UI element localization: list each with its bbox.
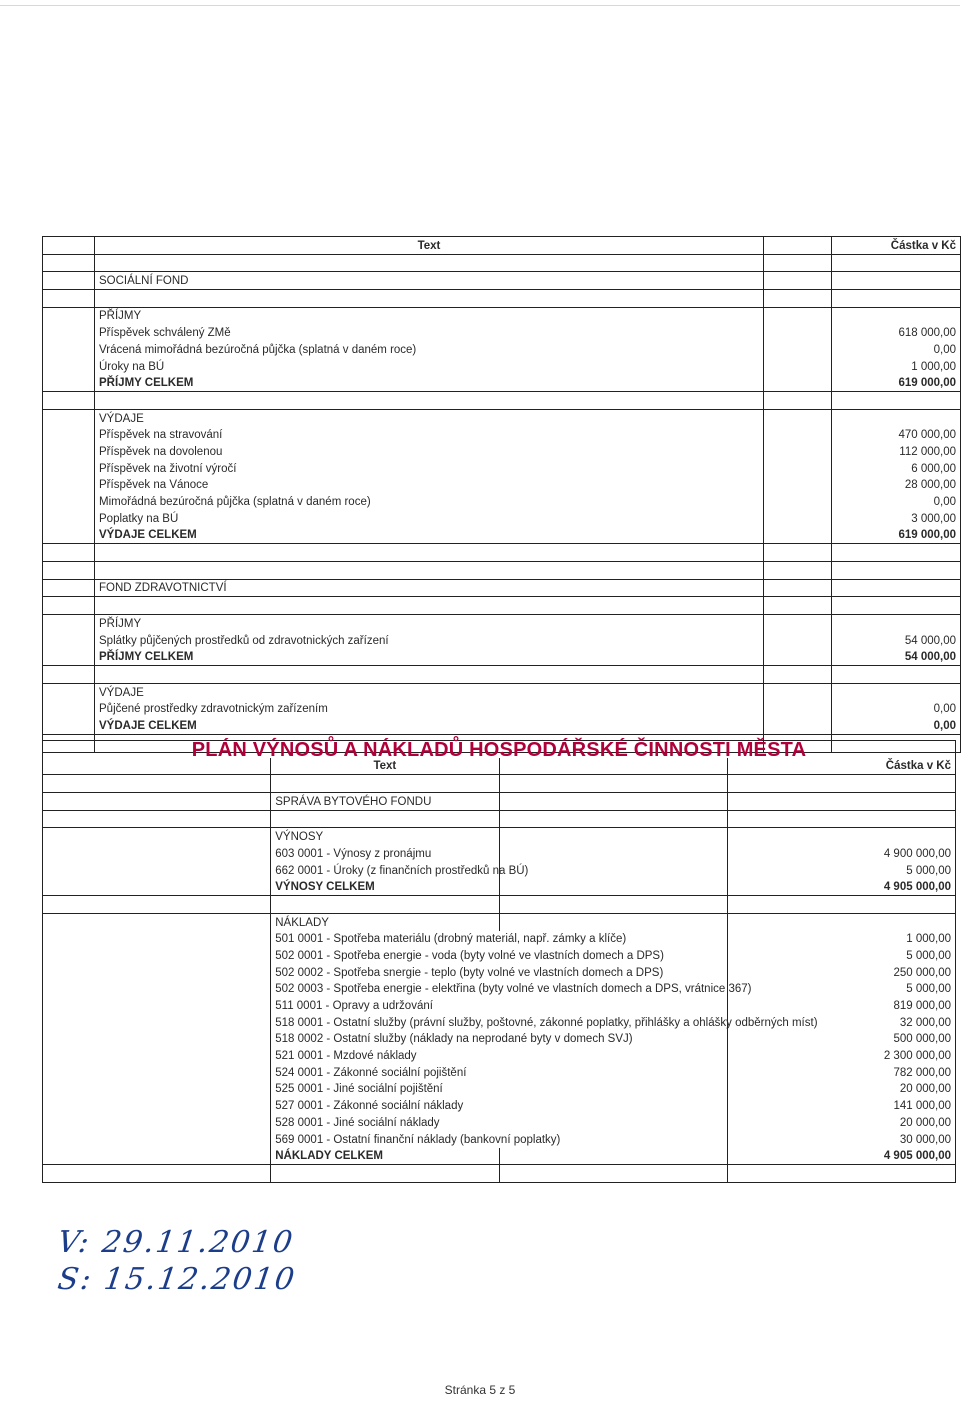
table-row: 528 0001 - Jiné sociální náklady 20 000,00 (43, 1114, 956, 1131)
page-number: Stránka 5 z 5 (444, 1383, 516, 1397)
plan-title-row (43, 741, 956, 758)
plan-title: PLÁN VÝNOSŮ A NÁKLADŮ HOSPODÁŘSKÉ ČINNOSTI MĚSTA (43, 741, 956, 758)
expenses-title: VÝDAJE (95, 683, 764, 700)
header-text: Text (95, 237, 764, 255)
header-text: Text (271, 758, 499, 775)
table-row: Vrácená mimořádná bezúročná půjčka (splatná v daném roce) 0,00 (43, 341, 961, 358)
table-row: Poplatky na BÚ 3 000,00 (43, 510, 961, 527)
table-row: Příspěvek na dovolenou 112 000,00 (43, 443, 961, 460)
total-row: VÝNOSY CELKEM 4 905 000,00 (43, 879, 956, 896)
total-row: VÝDAJE CELKEM 619 000,00 (43, 527, 961, 544)
total-row: PŘÍJMY CELKEM 54 000,00 (43, 649, 961, 666)
handwritten-note-2: S: 15.12.2010 (55, 1262, 299, 1297)
table-row: Příspěvek na Vánoce 28 000,00 (43, 477, 961, 494)
social-fund-table (42, 236, 961, 753)
table-row: 511 0001 - Opravy a udržování 819 000,00 (43, 997, 956, 1014)
table-row: 502 0003 - Spotřeba energie - elektřina (byty volné ve vlastních domech a DPS, vrátnice 367) 5 000,00 (43, 981, 956, 998)
table-row: 603 0001 - Výnosy z pronájmu 4 900 000,00 (43, 845, 956, 862)
total-row: PŘÍJMY CELKEM 619 000,00 (43, 375, 961, 392)
section-title: SPRÁVA BYTOVÉHO FONDU (271, 793, 499, 811)
scan-edge (0, 5, 960, 6)
total-row: NÁKLADY CELKEM 4 905 000,00 (43, 1148, 956, 1165)
section-title: SOCIÁLNÍ FOND (95, 272, 764, 290)
table-row: 518 0001 - Ostatní služby (právní služby, poštovné, zákonné poplatky, přihlášky a ohlášky odběrných míst) 32 000,00 (43, 1014, 956, 1031)
table-row: 501 0001 - Spotřeba materiálu (drobný materiál, např. zámky a klíče) 1 000,00 (43, 931, 956, 948)
table-row: Příspěvek na stravování 470 000,00 (43, 427, 961, 444)
table-row: 521 0001 - Mzdové náklady 2 300 000,00 (43, 1047, 956, 1064)
revenue-title: VÝNOSY (271, 828, 499, 845)
revenue-cost-table (42, 740, 956, 1183)
table-row: 569 0001 - Ostatní finanční náklady (bankovní poplatky) 30 000,00 (43, 1131, 956, 1148)
total-row: VÝDAJE CELKEM 0,00 (43, 717, 961, 734)
table-row: 527 0001 - Zákonné sociální náklady 141 000,00 (43, 1097, 956, 1114)
table-row: 502 0001 - Spotřeba energie - voda (byty volné ve vlastních domech a DPS) 5 000,00 (43, 947, 956, 964)
table-row: Úroky na BÚ 1 000,00 (43, 358, 961, 375)
table-row: 524 0001 - Zákonné sociální pojištění 782 000,00 (43, 1064, 956, 1081)
table-row: Půjčené prostředky zdravotnickým zařízením 0,00 (43, 701, 961, 718)
table-row: Příspěvek na životní výročí 6 000,00 (43, 460, 961, 477)
handwritten-note-1: V: 29.11.2010 (55, 1225, 297, 1260)
header-amount: Částka v Kč (832, 237, 961, 255)
expenses-title: VÝDAJE (95, 409, 764, 426)
table-row: Příspěvek schválený ZMě 618 000,00 (43, 324, 961, 341)
table-row: Mimořádná bezúročná půjčka (splatná v daném roce) 0,00 (43, 493, 961, 510)
costs-title: NÁKLADY (271, 913, 499, 930)
section-title: FOND ZDRAVOTNICTVÍ (95, 579, 764, 597)
income-title: PŘÍJMY (95, 615, 764, 632)
income-title: PŘÍJMY (95, 307, 764, 324)
table-row: Splátky půjčených prostředků od zdravotnických zařízení 54 000,00 (43, 632, 961, 649)
table-header (43, 237, 961, 255)
table-row: 525 0001 - Jiné sociální pojištění 20 000,00 (43, 1081, 956, 1098)
table-row: 518 0002 - Ostatní služby (náklady na neprodané byty v domech SVJ) 500 000,00 (43, 1031, 956, 1048)
table-row: 502 0002 - Spotřeba snergie - teplo (byty volné ve vlastních domech a DPS) 250 000,00 (43, 964, 956, 981)
table-row: 662 0001 - Úroky (z finančních prostředků na BÚ) 5 000,00 (43, 862, 956, 879)
header-amount: Částka v Kč (727, 758, 955, 775)
